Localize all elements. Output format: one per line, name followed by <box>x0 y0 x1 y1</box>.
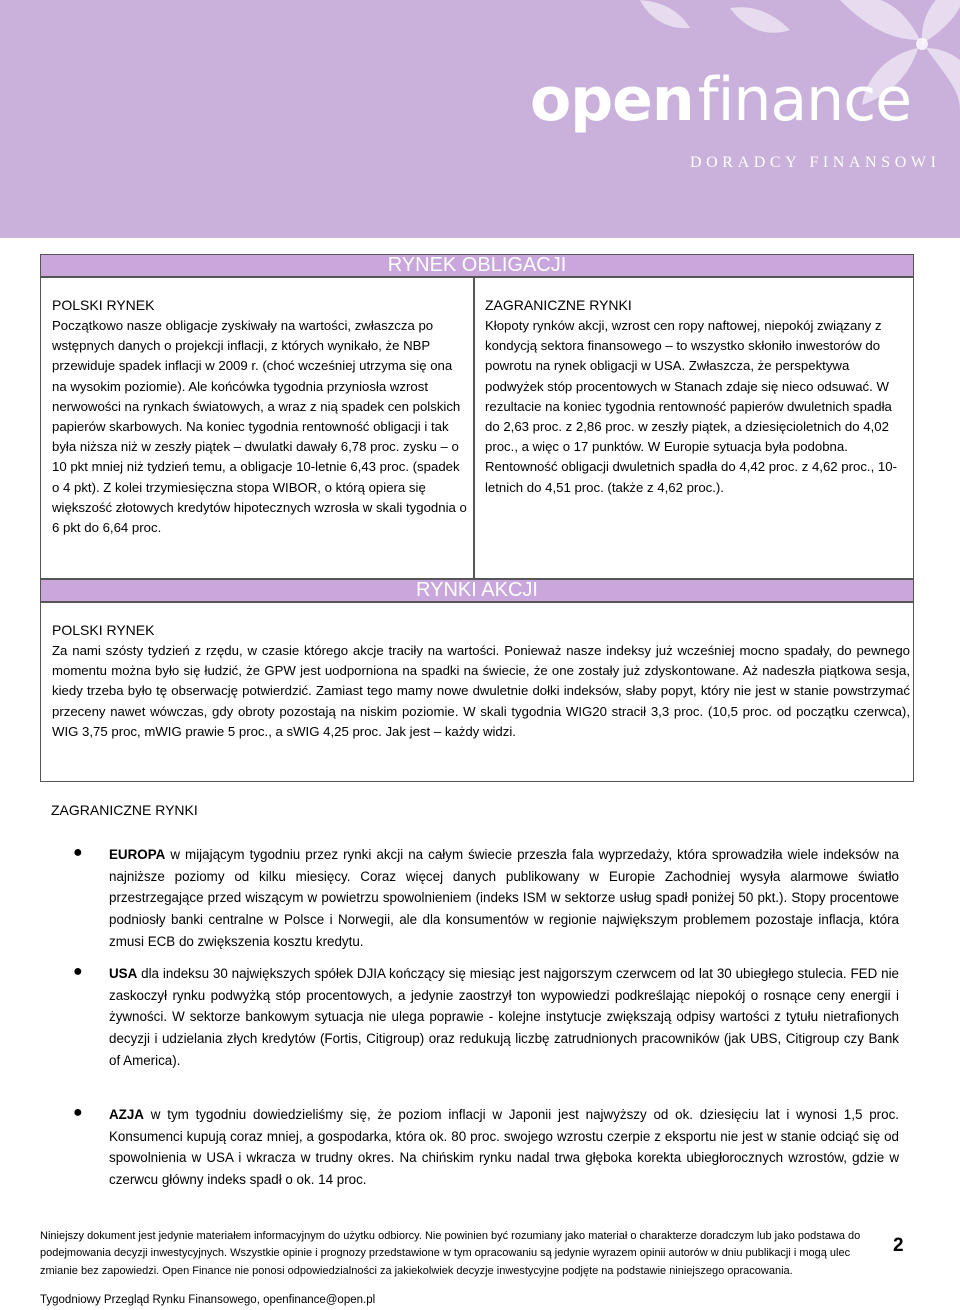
logo-open: open <box>530 65 694 135</box>
region-label-usa: USA <box>109 966 138 981</box>
obligacje-zagraniczne-body: Kłopoty rynków akcji, wzrost cen ropy naftowej, niepokój związany z kondycją sektora finansowego – to wszystko skłoniło inwestorów do powrotu na rynek obligacji w USA. Zwłaszcza, że perspektywa podwyżek stóp procentowych w Stanach zdaje się nieco odsuwać. W rezultacie na koniec tygodnia rentowność papierów dwuletnich spadła do 2,63 proc. z 2,86 proc. w zeszły piątek, a dziesięcioletnich do 4,02 proc., a więc o 17 punktów. W Europie sytuacja była podobna. Rentowność obligacji dwuletnich spadła do 4,42 proc. z 4,62 proc., 10-letnich do 4,51 proc. (także z 4,62 proc.). <box>485 318 897 495</box>
bullet-icon: ● <box>73 1104 83 1121</box>
bullet-icon: ● <box>73 844 83 861</box>
region-text-azja: w tym tygodniu dowiedzieliśmy się, że poziom inflacji w Japonii jest najwyższy od ok. dziesięciu lat i wynosi 1,5 proc. Konsumenci kupują coraz mniej, a gospodarka, która ok. 80 proc. swojego wzrostu czerpie z eksportu nie jest w stanie odciąć się od spowolnienia w USA i wkracza w trudny okres. Na chińskim rynku nadal trwa głęboka korekta ubiegłorocznych wzrostów, gdzie w czerwcu główny indeks spadł o ok. 14 proc. <box>109 1107 899 1188</box>
list-item-usa <box>109 963 899 1072</box>
page-number: 2 <box>893 1235 904 1256</box>
section-title-akcje: RYNKI AKCJI <box>40 579 914 602</box>
akcje-zagraniczne-heading: ZAGRANICZNE RYNKI <box>51 802 198 818</box>
obligacje-polski-box <box>40 277 474 579</box>
akcje-polski-box <box>40 602 914 782</box>
region-label-azja: AZJA <box>109 1107 144 1122</box>
obligacje-polski-heading: POLSKI RYNEK <box>52 297 155 313</box>
logo <box>530 65 912 135</box>
region-text-europa: w mijającym tygodniu przez rynki akcji na całym świecie przeszła fala wyprzedaży, która sprowadziła wiele indeksów na najniższe poziomy od kilku miesięcy. Coraz więcej danych publikowany w Europie Zachodniej wysyła alarmowe światło przestrzegające przed wiszącym w powietrzu spowolnieniem (indeks ISM w sektorze usług spadł poniżej 50 pkt.). Stopy procentowe podniosły banki centralne w Polsce i Norwegii, ale dla konsumentów w regionie największym problemem pozostaje inflacja, która zmusi ECB do zwiększenia kosztu kredytu. <box>109 847 899 949</box>
obligacje-polski-body: Początkowo nasze obligacje zyskiwały na wartości, zwłaszcza po wstępnych danych o projekcji inflacji, z których wynikało, że NBP przewiduje spadek inflacji w 2009 r. (choć wcześniej utrzyma się ona na wysokim poziomie). Ale końcówka tygodnia przyniosła wzrost nerwowości na rynkach światowych, a wraz z nią spadek cen polskich papierów skarbowych. Na koniec tygodnia rentowność obligacji i tak była niższa niż w zeszły piątek – dwulatki dawały 6,78 proc. zysku – o 10 pkt mniej niż tydzień temu, a obligacje 10-letnie 6,43 proc. (spadek o 4 pkt). Z kolei trzymiesięczna stopa WIBOR, o którą opiera się większość złotowych kredytów hipotecznych wzrosła w skali tygodnia o 6 pkt do 6,64 proc. <box>52 318 467 536</box>
akcje-polski-heading: POLSKI RYNEK <box>52 622 155 638</box>
list-item-azja <box>109 1104 899 1191</box>
region-label-europa: EUROPA <box>109 847 166 862</box>
list-item-europa <box>109 844 899 953</box>
section-title-obligacje: RYNEK OBLIGACJI <box>40 254 914 277</box>
obligacje-zagraniczne-heading: ZAGRANICZNE RYNKI <box>485 297 632 313</box>
logo-finance: finance <box>697 65 912 135</box>
akcje-polski-body: Za nami szósty tydzień z rzędu, w czasie którego akcje traciły na wartości. Ponieważ nasze indeksy już wcześniej mocno spadały, do pewnego momentu można było się łudzić, że GPW jest uodporniona na spadki na świecie, że one zostały już zdyskontowane. Aż nadeszła piątkowa sesja, kiedy trzeba było tę obserwację potwierdzić. Zamiast tego mamy nowe dwuletnie dołki indeksów, słaby popyt, który nie jest w stanie powstrzymać przeceny nawet wówczas, gdy obroty pozostają na niskim poziomie. W skali tygodnia WIG20 stracił 3,3 proc. (10,5 proc. od początku czerwca), WIG 3,75 proc, mWIG prawie 5 proc., a sWIG 4,25 proc. Jak jest – każdy widzi. <box>52 643 910 739</box>
header-banner <box>0 0 960 238</box>
obligacje-zagraniczne-box <box>474 277 914 579</box>
region-text-usa: dla indeksu 30 największych spółek DJIA kończący się miesiąc jest najgorszym czerwcem od lat 30 ubiegłego stulecia. FED nie zaskoczył rynku podwyżką stóp procentowych, a jedynie zaostrzył ton wypowiedzi podkreślając niepokój o rosnące ceny energii i żywności. W sektorze bankowym sytuacja nie ulega poprawie - kolejne instytucje zwiększają odpisy wartości z tytułu nietrafionych decyzji i udzielania złych kredytów (Fortis, Citigroup) oraz redukują liczbę zatrudnionych pracowników (jak UBS, Citigroup czy Bank of America). <box>109 966 899 1068</box>
footer-publication: Tygodniowy Przegląd Rynku Finansowego, openfinance@open.pl <box>40 1294 376 1306</box>
logo-tagline: DORADCY FINANSOWI <box>690 154 941 171</box>
bullet-icon: ● <box>73 963 83 980</box>
footer-disclaimer: Niniejszy dokument jest jedynie materiałem informacyjnym do użytku odbiorcy. Nie powinien być rozumiany jako materiał o charakterze doradczym lub jako podstawa do podejmowania decyzji inwestycyjnych. Wszystkie opinie i prognozy przedstawione w tym opracowaniu są jedynie wyrazem opinii autorów w dniu publikacji i mogą ulec zmianie bez zapowiedzi. Open Finance nie ponosi odpowiedzialności za jakiekolwiek decyzje inwestycyjne podjęte na podstawie niniejszego opracowania. <box>40 1230 861 1277</box>
